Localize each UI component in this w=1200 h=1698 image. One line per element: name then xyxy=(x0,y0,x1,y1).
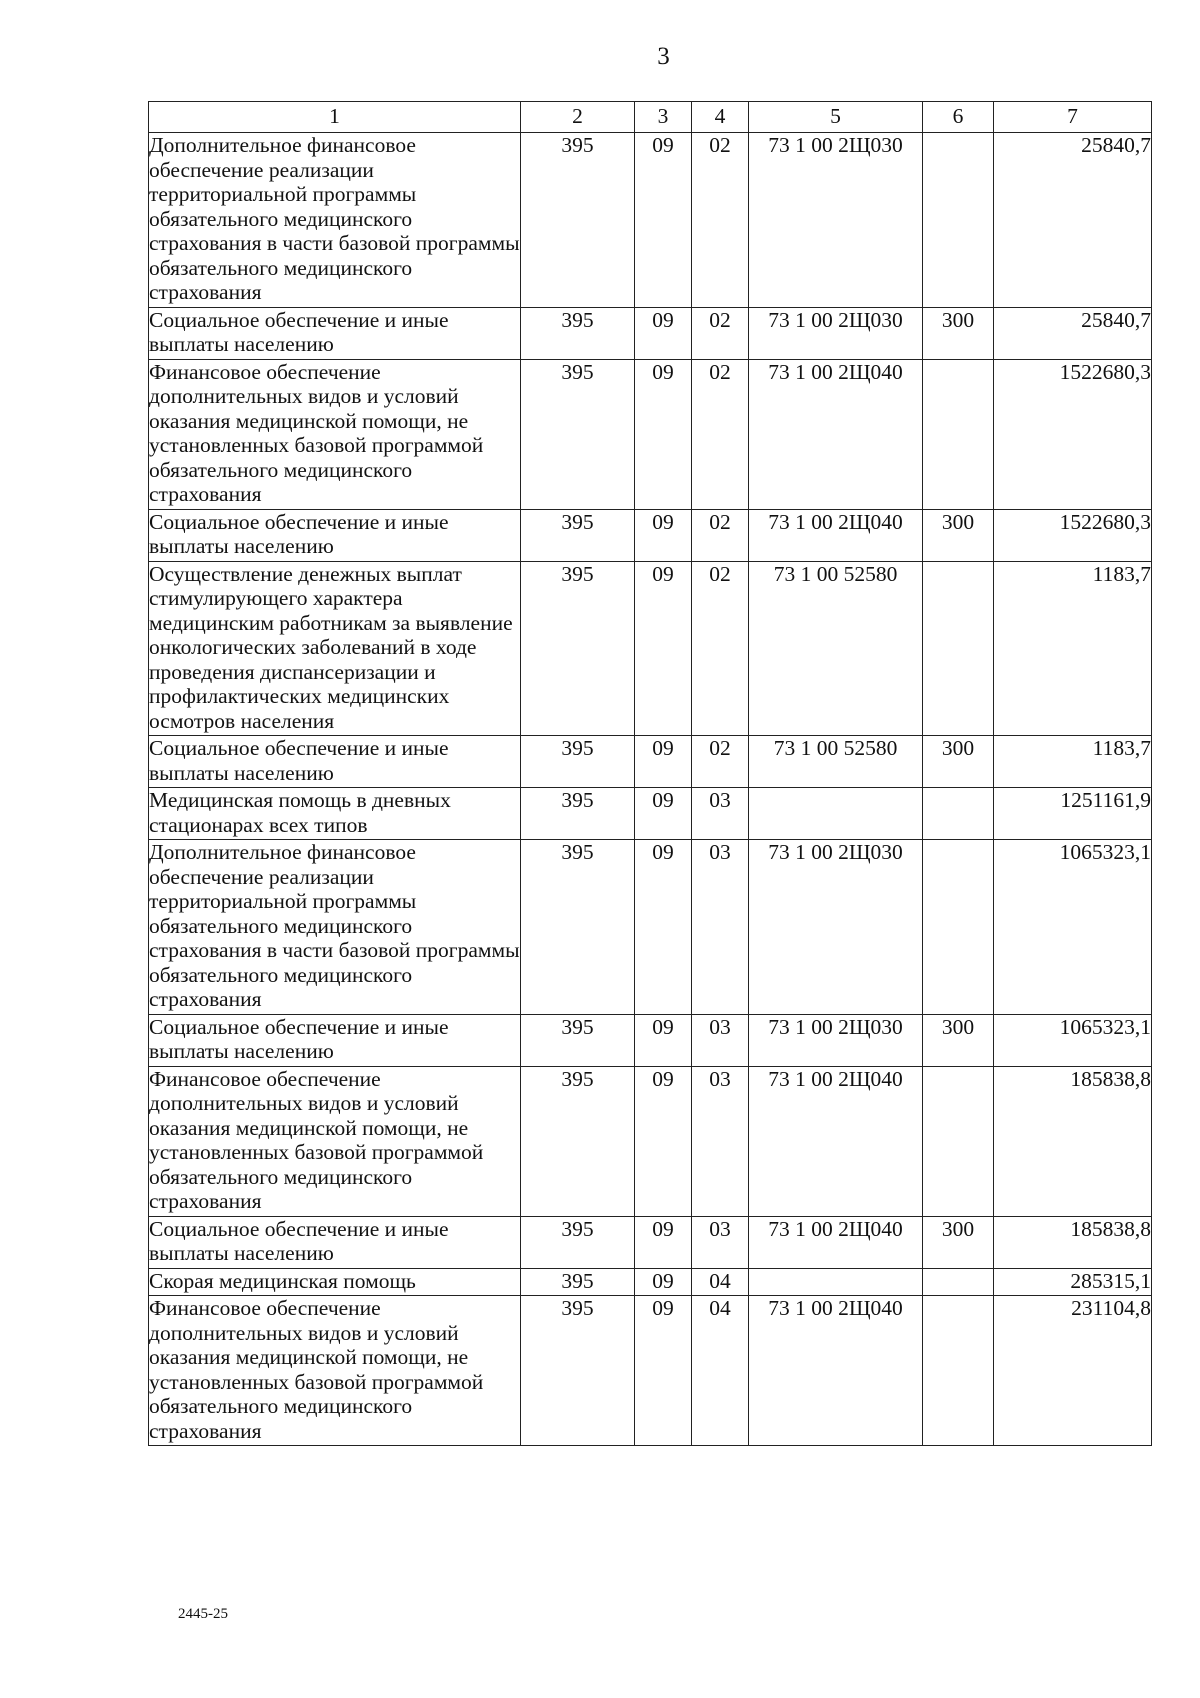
row-name-cell: Осуществление денежных выплат стимулирующего характера медицинским работникам за выявление онкологических заболеваний в ходе проведения диспансеризации и профилактических медицинских осмотров населения xyxy=(149,561,521,736)
row-name-cell: Финансовое обеспечение дополнительных видов и условий оказания медицинской помощи, не установленных базовой программой обязательного медицинского страхования xyxy=(149,1296,521,1446)
expense-type-cell xyxy=(923,840,994,1015)
table-row xyxy=(149,1268,1152,1296)
subsection-cell: 04 xyxy=(692,1296,749,1446)
expense-type-cell: 300 xyxy=(923,307,994,359)
expense-type-cell xyxy=(923,1296,994,1446)
table-row xyxy=(149,359,1152,509)
subsection-cell: 02 xyxy=(692,561,749,736)
row-name-cell: Медицинская помощь в дневных стационарах всех типов xyxy=(149,788,521,840)
subsection-cell: 02 xyxy=(692,307,749,359)
amount-cell: 1522680,3 xyxy=(994,359,1152,509)
expense-type-cell: 300 xyxy=(923,736,994,788)
row-name-cell: Социальное обеспечение и иные выплаты населению xyxy=(149,736,521,788)
table-row xyxy=(149,1066,1152,1216)
amount-cell: 185838,8 xyxy=(994,1216,1152,1268)
expense-type-cell xyxy=(923,561,994,736)
target-article-cell: 73 1 00 2Щ040 xyxy=(749,1216,923,1268)
target-article-cell: 73 1 00 2Щ040 xyxy=(749,509,923,561)
budget-table xyxy=(148,101,1152,1446)
amount-cell: 1183,7 xyxy=(994,561,1152,736)
column-header: 3 xyxy=(635,102,692,133)
section-cell: 09 xyxy=(635,307,692,359)
subsection-cell: 02 xyxy=(692,359,749,509)
table-row xyxy=(149,561,1152,736)
gr-code-cell: 395 xyxy=(521,1216,635,1268)
expense-type-cell xyxy=(923,1066,994,1216)
row-name-cell: Дополнительное финансовое обеспечение реализации территориальной программы обязательного медицинского страхования в части базовой программы обязательного медицинского страхования xyxy=(149,133,521,308)
section-cell: 09 xyxy=(635,1014,692,1066)
target-article-cell: 73 1 00 2Щ040 xyxy=(749,1296,923,1446)
section-cell: 09 xyxy=(635,133,692,308)
row-name-cell: Финансовое обеспечение дополнительных видов и условий оказания медицинской помощи, не установленных базовой программой обязательного медицинского страхования xyxy=(149,1066,521,1216)
section-cell: 09 xyxy=(635,1296,692,1446)
column-header: 2 xyxy=(521,102,635,133)
section-cell: 09 xyxy=(635,1066,692,1216)
subsection-cell: 03 xyxy=(692,788,749,840)
row-name-cell: Финансовое обеспечение дополнительных видов и условий оказания медицинской помощи, не установленных базовой программой обязательного медицинского страхования xyxy=(149,359,521,509)
amount-cell: 285315,1 xyxy=(994,1268,1152,1296)
table-row xyxy=(149,1216,1152,1268)
gr-code-cell: 395 xyxy=(521,1268,635,1296)
row-name-cell: Скорая медицинская помощь xyxy=(149,1268,521,1296)
expense-type-cell xyxy=(923,788,994,840)
table-row xyxy=(149,736,1152,788)
gr-code-cell: 395 xyxy=(521,840,635,1015)
amount-cell: 1065323,1 xyxy=(994,840,1152,1015)
subsection-cell: 04 xyxy=(692,1268,749,1296)
section-cell: 09 xyxy=(635,736,692,788)
section-cell: 09 xyxy=(635,561,692,736)
gr-code-cell: 395 xyxy=(521,736,635,788)
subsection-cell: 02 xyxy=(692,736,749,788)
table-row xyxy=(149,509,1152,561)
header-row xyxy=(149,102,1152,133)
amount-cell: 25840,7 xyxy=(994,133,1152,308)
target-article-cell: 73 1 00 2Щ040 xyxy=(749,1066,923,1216)
amount-cell: 25840,7 xyxy=(994,307,1152,359)
row-name-cell: Социальное обеспечение и иные выплаты населению xyxy=(149,509,521,561)
expense-type-cell: 300 xyxy=(923,509,994,561)
gr-code-cell: 395 xyxy=(521,509,635,561)
gr-code-cell: 395 xyxy=(521,561,635,736)
column-header: 5 xyxy=(749,102,923,133)
gr-code-cell: 395 xyxy=(521,359,635,509)
amount-cell: 1522680,3 xyxy=(994,509,1152,561)
section-cell: 09 xyxy=(635,840,692,1015)
table-row xyxy=(149,788,1152,840)
row-name-cell: Социальное обеспечение и иные выплаты населению xyxy=(149,1216,521,1268)
subsection-cell: 03 xyxy=(692,1216,749,1268)
table-row xyxy=(149,307,1152,359)
expense-type-cell xyxy=(923,359,994,509)
gr-code-cell: 395 xyxy=(521,133,635,308)
expense-type-cell xyxy=(923,133,994,308)
target-article-cell: 73 1 00 2Щ030 xyxy=(749,1014,923,1066)
target-article-cell: 73 1 00 2Щ030 xyxy=(749,133,923,308)
section-cell: 09 xyxy=(635,788,692,840)
gr-code-cell: 395 xyxy=(521,1296,635,1446)
target-article-cell xyxy=(749,1268,923,1296)
gr-code-cell: 395 xyxy=(521,788,635,840)
amount-cell: 185838,8 xyxy=(994,1066,1152,1216)
subsection-cell: 03 xyxy=(692,840,749,1015)
table-row xyxy=(149,1296,1152,1446)
document-code: 2445-25 xyxy=(178,1606,228,1622)
table-row xyxy=(149,840,1152,1015)
subsection-cell: 02 xyxy=(692,509,749,561)
page-number: 3 xyxy=(657,43,670,70)
gr-code-cell: 395 xyxy=(521,1014,635,1066)
section-cell: 09 xyxy=(635,1216,692,1268)
table-body xyxy=(149,133,1152,1446)
target-article-cell: 73 1 00 2Щ030 xyxy=(749,307,923,359)
target-article-cell: 73 1 00 2Щ040 xyxy=(749,359,923,509)
amount-cell: 1065323,1 xyxy=(994,1014,1152,1066)
subsection-cell: 02 xyxy=(692,133,749,308)
column-header: 6 xyxy=(923,102,994,133)
section-cell: 09 xyxy=(635,509,692,561)
target-article-cell: 73 1 00 52580 xyxy=(749,561,923,736)
expense-type-cell: 300 xyxy=(923,1014,994,1066)
subsection-cell: 03 xyxy=(692,1014,749,1066)
amount-cell: 231104,8 xyxy=(994,1296,1152,1446)
expense-type-cell xyxy=(923,1268,994,1296)
row-name-cell: Дополнительное финансовое обеспечение реализации территориальной программы обязательного медицинского страхования в части базовой программы обязательного медицинского страхования xyxy=(149,840,521,1015)
amount-cell: 1251161,9 xyxy=(994,788,1152,840)
target-article-cell: 73 1 00 2Щ030 xyxy=(749,840,923,1015)
section-cell: 09 xyxy=(635,1268,692,1296)
column-header: 4 xyxy=(692,102,749,133)
column-header: 7 xyxy=(994,102,1152,133)
target-article-cell xyxy=(749,788,923,840)
column-header: 1 xyxy=(149,102,521,133)
table-row xyxy=(149,133,1152,308)
row-name-cell: Социальное обеспечение и иные выплаты населению xyxy=(149,1014,521,1066)
subsection-cell: 03 xyxy=(692,1066,749,1216)
amount-cell: 1183,7 xyxy=(994,736,1152,788)
table-row xyxy=(149,1014,1152,1066)
gr-code-cell: 395 xyxy=(521,307,635,359)
section-cell: 09 xyxy=(635,359,692,509)
row-name-cell: Социальное обеспечение и иные выплаты населению xyxy=(149,307,521,359)
target-article-cell: 73 1 00 52580 xyxy=(749,736,923,788)
expense-type-cell: 300 xyxy=(923,1216,994,1268)
gr-code-cell: 395 xyxy=(521,1066,635,1216)
